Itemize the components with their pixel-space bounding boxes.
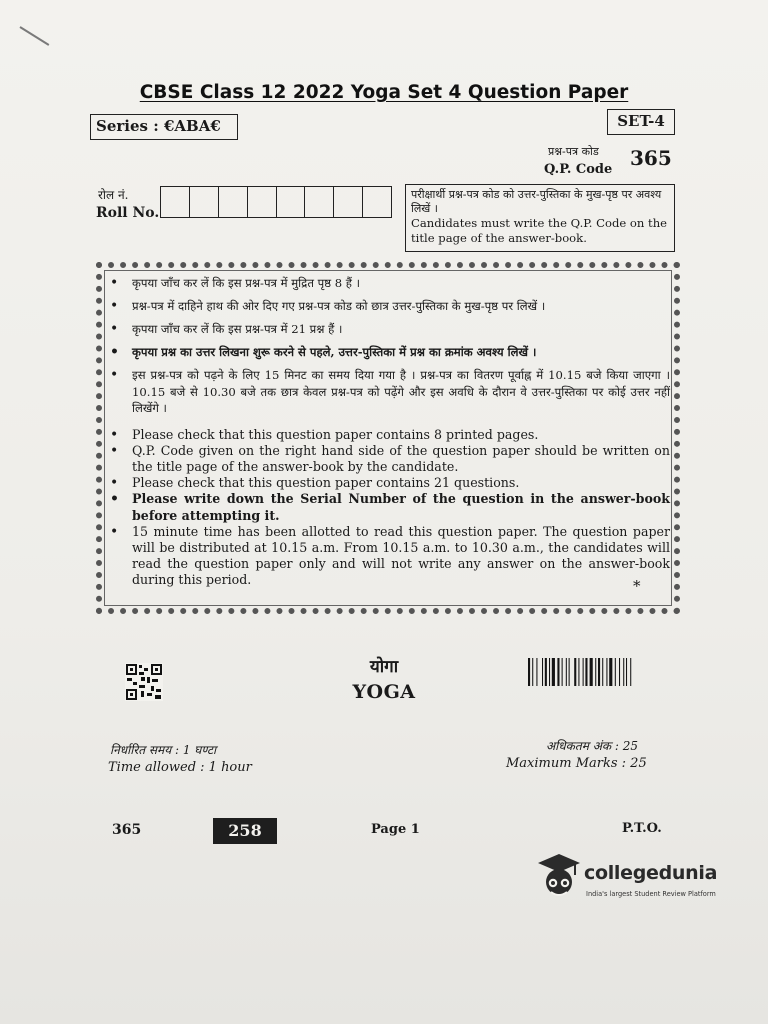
please-turn-over: P.T.O. bbox=[622, 821, 662, 836]
bullet-icon: • bbox=[110, 523, 119, 540]
subject-title-hindi: योगा bbox=[369, 657, 399, 677]
bullet-icon: • bbox=[110, 426, 119, 443]
instruction-hindi-3: • कृपया जाँच कर लें कि इस प्रश्न-पत्र में 21 प्रश्न हैं । bbox=[110, 321, 343, 337]
roll-digit-box[interactable] bbox=[248, 187, 277, 217]
series-box: Series : €ABA€ bbox=[90, 114, 238, 140]
bullet-icon: • bbox=[110, 491, 119, 508]
roll-digit-box[interactable] bbox=[190, 187, 219, 217]
bullet-icon: • bbox=[110, 298, 119, 314]
instruction-english-5: • 15 minute time has been allotted to read this question paper. The question paper will be distributed at 10.15 a.m. From 10.15 a.m. to 10.30 a.m., the candidates will read the question paper only and will not write any answer on the answer-book during this period. bbox=[110, 523, 670, 588]
roll-digit-box[interactable] bbox=[305, 187, 334, 217]
qp-code-value: 365 bbox=[630, 146, 672, 170]
roll-digit-box[interactable] bbox=[277, 187, 306, 217]
time-allowed-hindi: निर्धारित समय : 1 घण्टा bbox=[110, 743, 217, 757]
instruction-hindi-2: • प्रश्न-पत्र में दाहिने हाथ की ओर दिए गए प्रश्न-पत्र कोड को छात्र उत्तर-पुस्तिका के मुख-पृष्ठ पर लिखें । bbox=[110, 298, 546, 314]
collegedunia-logo bbox=[536, 852, 726, 904]
bullet-icon: • bbox=[110, 367, 119, 383]
logo-wordmark: collegedunia bbox=[584, 862, 718, 884]
star-mark: * bbox=[633, 577, 641, 595]
page-title: CBSE Class 12 2022 Yoga Set 4 Question Paper bbox=[139, 82, 629, 103]
instruction-english-1: • Please check that this question paper contains 8 printed pages. bbox=[110, 426, 539, 443]
instruction-hindi-5: • इस प्रश्न-पत्र को पढ़ने के लिए 15 मिनट का समय दिया गया है । प्रश्न-पत्र का वितरण पूर्वाह्न में 10.15 बजे किया जाएगा । 10.15 बजे से 10.30 बजे तक छात्र केवल प्रश्न-पत्र को पढ़ेंगे और इस अवधि के दौरान वे उत्तर-पुस्तिका पर कोई उत्तर नहीं लिखेंगे । bbox=[110, 367, 670, 415]
candidate-notice-box bbox=[405, 184, 675, 252]
logo-tagline: India's largest Student Review Platform bbox=[586, 890, 716, 898]
instruction-english-3: • Please check that this question paper contains 21 questions. bbox=[110, 475, 520, 492]
bullet-icon: • bbox=[110, 275, 119, 291]
footer-paper-tag: 258 bbox=[213, 818, 277, 844]
roll-digit-box[interactable] bbox=[219, 187, 248, 217]
footer-qp-code: 365 bbox=[112, 822, 142, 838]
bullet-icon: • bbox=[110, 321, 119, 337]
roll-number-label-hindi: रोल नं. bbox=[98, 188, 129, 202]
notice-hindi: परीक्षार्थी प्रश्न-पत्र कोड को उत्तर-पुस्तिका के मुख-पृष्ठ पर अवश्य लिखें । bbox=[411, 188, 662, 215]
corner-pencil-mark bbox=[19, 26, 49, 46]
bullet-icon: • bbox=[110, 442, 119, 459]
roll-digit-box[interactable] bbox=[334, 187, 363, 217]
graduate-mascot-icon bbox=[536, 852, 582, 900]
instruction-english-2: • Q.P. Code given on the right hand side of the question paper should be written on the title page of the answer-book by the candidate. bbox=[110, 442, 670, 474]
instruction-english-4: • Please write down the Serial Number of the question in the answer-book before attempting it. bbox=[110, 491, 670, 523]
subject-title: YOGA bbox=[352, 681, 416, 703]
maximum-marks-hindi: अधिकतम अंक : 25 bbox=[546, 739, 639, 753]
barcode-icon bbox=[528, 658, 670, 686]
instruction-hindi-1: • कृपया जाँच कर लें कि इस प्रश्न-पत्र में मुद्रित पृष्ठ 8 हैं । bbox=[110, 275, 361, 291]
page-number: Page 1 bbox=[371, 822, 420, 837]
roll-digit-box[interactable] bbox=[363, 187, 391, 217]
roll-digit-box[interactable] bbox=[161, 187, 190, 217]
roll-number-label: Roll No. bbox=[96, 205, 160, 221]
instructions-list bbox=[106, 275, 670, 589]
maximum-marks: Maximum Marks : 25 bbox=[506, 756, 647, 771]
instruction-hindi-4: • कृपया प्रश्न का उत्तर लिखना शुरू करने से पहले, उत्तर-पुस्तिका में प्रश्न का क्रमांक अवश्य लिखें । bbox=[110, 344, 537, 360]
qp-code-label-hindi: प्रश्न-पत्र कोड bbox=[548, 145, 599, 158]
notice-english: Candidates must write the Q.P. Code on the title page of the answer-book. bbox=[411, 216, 668, 245]
set-box: SET-4 bbox=[607, 109, 675, 135]
time-allowed: Time allowed : 1 hour bbox=[108, 760, 252, 775]
bullet-icon: • bbox=[110, 344, 119, 360]
qp-code-label: Q.P. Code bbox=[544, 162, 613, 177]
roll-number-boxes[interactable] bbox=[160, 186, 392, 218]
bullet-icon: • bbox=[110, 475, 119, 492]
